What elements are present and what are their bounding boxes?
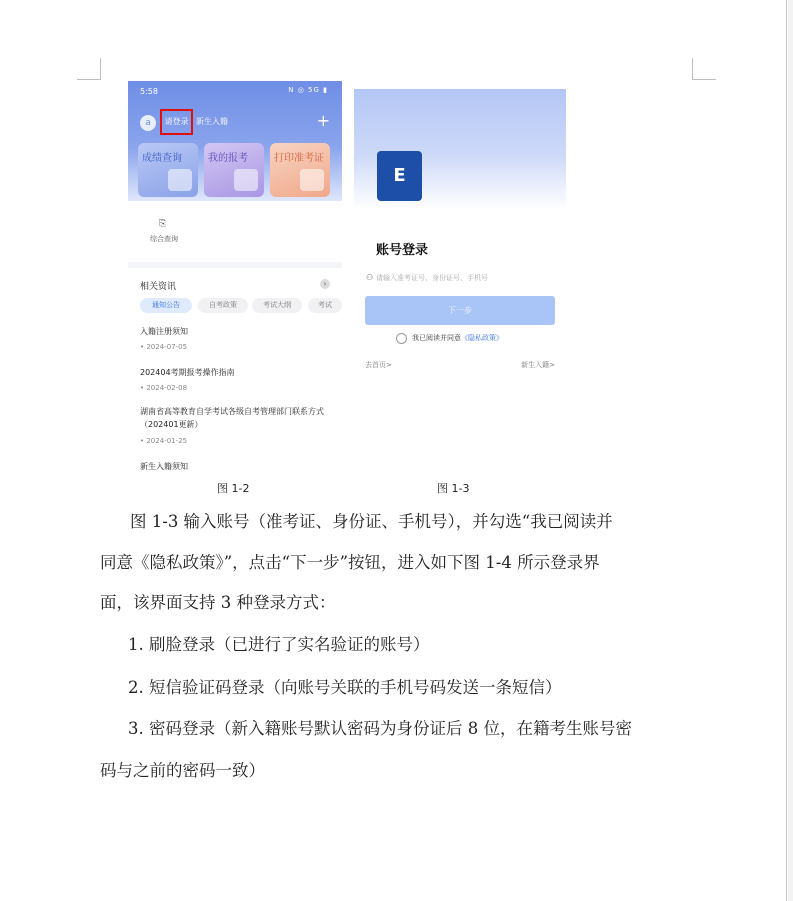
tile-my-registration [204,143,264,197]
user-icon: ⚇ [366,273,374,282]
document-illustration-icon [234,169,258,191]
chart-illustration-icon [168,169,192,191]
news-title: 湖南省高等教育自学考试各级自考管理部门联系方式（202401更新） [140,407,324,429]
page-edge [786,0,787,901]
chevron-right-icon: › [320,279,330,289]
caption-figure-1-3: 图 1-3 [437,482,470,495]
related-news-heading: 相关资讯 [140,282,177,292]
page-edge-shadow [788,0,793,901]
news-title: 新生入籍须知 [140,462,188,471]
tile-label: 我的报考 [208,153,248,164]
status-icons: N ◎ 5G ▮ [288,86,328,94]
chip-policy: 自考政策 [198,298,248,313]
avatar: a [140,115,156,131]
new-student-link: 新生入籍> [521,361,555,369]
news-title: 202404考期报考操作指南 [140,368,235,377]
list-item-continuation: 码与之前的密码一致） [100,761,265,780]
privacy-policy-link: 《隐私政策》 [461,334,503,342]
home-link: 去首页> [365,361,392,369]
tile-print-ticket [270,143,330,197]
caption-figure-1-2: 图 1-2 [217,482,250,495]
margin-mark-top-right [692,58,716,80]
tile-score-query [138,143,198,197]
login-title: 账号登录 [376,243,429,258]
agree-prefix: 我已阅读并同意 [412,334,461,342]
news-title: 入籍注册须知 [140,327,188,336]
tile-label: 成绩查询 [142,153,182,164]
news-date: • 2024-01-25 [140,437,188,445]
margin-mark-top-left [77,58,101,80]
news-date: • 2024-07-05 [140,343,188,351]
login-link-highlighted: 请登录 [160,109,193,135]
section-divider [128,262,342,268]
news-date: • 2024-02-08 [140,384,188,392]
figure-1-3-screenshot [354,89,566,379]
next-button: 下一步 [365,296,555,325]
account-input-placeholder: 请输入准考证号、身份证号、手机号 [376,274,488,282]
status-time: 5:58 [140,87,158,96]
paragraph-line: 同意《隐私政策》”，点击“下一步”按钮，进入如下图 1-4 所示登录界 [100,553,600,572]
plus-icon: + [316,111,330,130]
ticket-illustration-icon [300,169,324,191]
query-icon: ⎘ [159,219,167,229]
paragraph-line: 面，该界面支持 3 种登录方式： [100,593,336,612]
chip-syllabus: 考试大纲 [252,298,302,313]
figure-1-2-screenshot [128,81,342,474]
new-student-link: 新生入籍 [196,117,228,126]
agree-text [412,333,503,343]
query-label: 综合查询 [150,235,178,243]
tile-label: 打印准考证 [274,153,324,164]
paragraph-line: 图 1-3 输入账号（准考证、身份证、手机号），并勾选“我已阅读并 [130,512,613,531]
list-item: 1. 刷脸登录（已进行了实名验证的账号） [128,635,430,654]
chip-exam: 考试 [308,298,342,313]
list-item: 2. 短信验证码登录（向账号关联的手机号码发送一条短信） [128,678,562,697]
agree-checkbox [396,333,407,344]
app-logo-icon: E [377,151,422,201]
list-item: 3. 密码登录（新入籍账号默认密码为身份证后 8 位，在籍考生账号密 [128,719,632,738]
chip-notices: 通知公告 [140,298,192,313]
